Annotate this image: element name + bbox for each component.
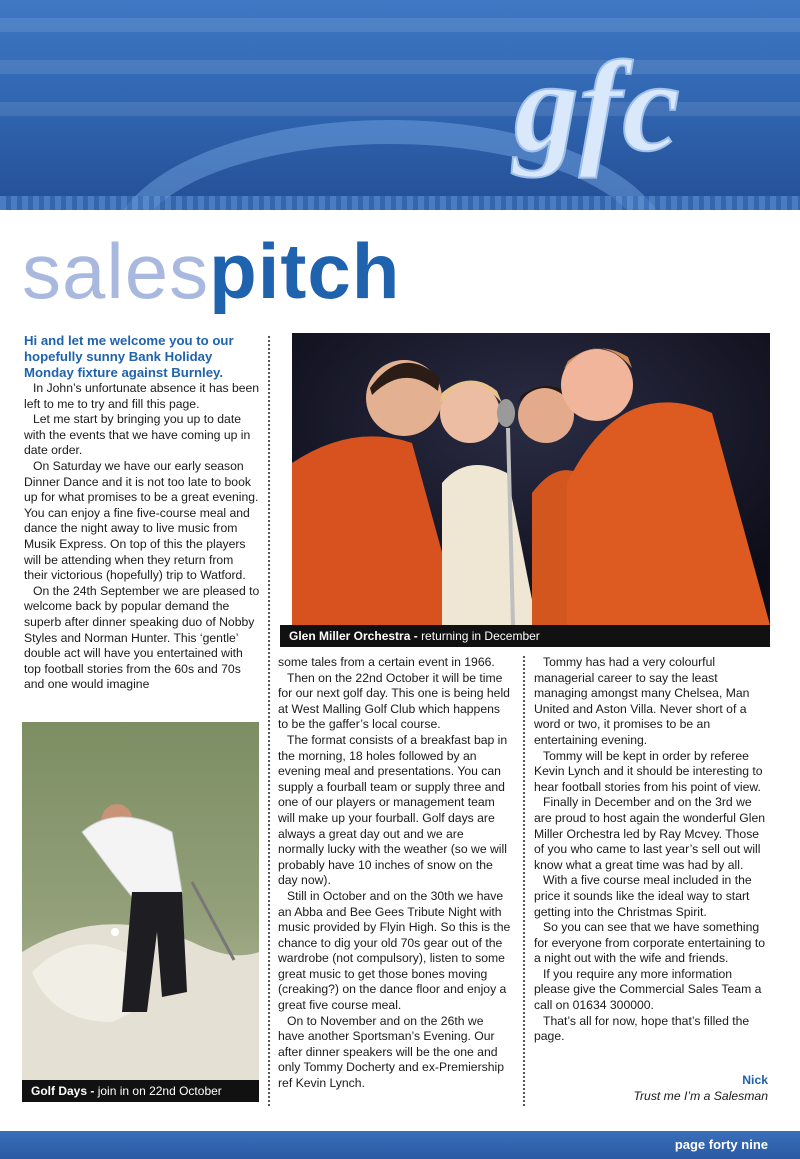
signature-name: Nick — [742, 1073, 768, 1087]
article-column-3 — [534, 655, 767, 1045]
column-divider — [268, 336, 270, 1106]
caption-title: Glen Miller Orchestra - — [289, 629, 418, 643]
paragraph: The format consists of a breakfast bap in the morning, 18 holes followed by an evening meal and presentations. You can supply a fourball team or supply three and one of our players or management team will make up your fourball. Golf days are always a great day out and we are normally lucky with the weather (so we will probably have 10 inches of snow on the day now). — [278, 732, 508, 888]
logo-text: gfc — [514, 40, 680, 179]
section-title-light: sales — [22, 227, 210, 315]
paragraph: On to November and on the 26th we have another Sportsman’s Evening. Our after dinner speakers will be the one and only Tommy Docherty and ex-Premiership ref Kevin Lynch. — [278, 1013, 505, 1091]
paragraph: In John’s unfortunate absence it has been left to me to try and fill this page. — [24, 381, 260, 411]
article-column-1 — [24, 333, 260, 693]
signature-tagline: Trust me I’m a Salesman — [633, 1088, 768, 1103]
paragraph: Tommy has had a very colourful managerial career to say the least managing amongst many Chelsea, Man United and Aston Villa. Never short of a word or two, it promises to be an entertaining evening. — [534, 655, 750, 747]
paragraph: Let me start by bringing you up to date with the events that we have coming up in date order. — [24, 412, 251, 458]
caption-title: Golf Days - — [31, 1084, 95, 1098]
paragraph: Then on the 22nd October it will be time for our next golf day. This one is being held at West Malling Golf Club which happens to be the gaffer’s local course. — [278, 670, 510, 732]
paragraph: Finally in December and on the 3rd we are proud to host again the wonderful Glen Miller Orchestra led by Ray Mcvey. Those of you who came to last year’s sell out will know what a great time was had by all. — [534, 795, 766, 872]
club-logo — [506, 40, 776, 180]
paragraph: With a five course meal included in the price it sounds like the ideal way to start getting into the Christmas Spirit. — [534, 873, 752, 919]
singers-caption — [280, 625, 770, 647]
paragraph: On the 24th September we are pleased to welcome back by popular demand the superb after dinner speaking duo of Nobby Styles and Norman Hunter. This ‘gentle’ double act will have you entertained with top football stories from the 60s and 70s and one would imagine — [24, 583, 260, 692]
section-title — [22, 226, 400, 316]
paragraph: Tommy will be kept in order by referee Kevin Lynch and it should be interesting to hear football stories from his point of view. — [534, 748, 763, 794]
paragraph: On Saturday we have our early season Dinner Dance and it is not too late to book up for what promises to be a great evening. You can enjoy a fine five-course meal and dance the night away to live music from Musik Express. On top of this the players will be attending when they return from their victorious (hopefully) trip to Watford. — [24, 458, 259, 583]
caption-text: returning in December — [421, 629, 540, 643]
paragraph: some tales from a certain event in 1966. — [278, 655, 495, 669]
caption-text: join in on 22nd October — [97, 1084, 222, 1098]
paragraph: That’s all for now, hope that’s filled the page. — [534, 1013, 750, 1044]
footer-bar — [0, 1131, 800, 1159]
page-number: page forty nine — [674, 1137, 768, 1152]
golf-photo — [22, 722, 259, 1080]
article-intro: Hi and let me welcome you to our hopefully sunny Bank Holiday Monday fixture against Burnley. — [24, 333, 234, 380]
article-column-2 — [278, 655, 513, 1092]
golf-caption — [22, 1080, 259, 1102]
column-divider — [523, 656, 525, 1106]
singers-photo — [292, 333, 770, 625]
header-banner — [0, 0, 800, 210]
section-title-bold: pitch — [209, 227, 401, 315]
signature — [633, 1073, 768, 1104]
paragraph: Still in October and on the 30th we have an Abba and Bee Gees Tribute Night with music provided by Flyin High. So this is the chance to dig your old 70s gear out of the wardrobe (not compulsory), listen to some great music to get those bones moving (creaking?) on the dance floor and enjoy a great five course meal. — [278, 888, 511, 1013]
banner-stripe — [0, 18, 800, 32]
banner-skyline — [0, 196, 800, 210]
paragraph: If you require any more information please give the Commercial Sales Team a call on 01634 300000. — [534, 966, 762, 1013]
paragraph: So you can see that we have something for everyone from corporate entertaining to a night out with the wife and friends. — [534, 920, 766, 966]
